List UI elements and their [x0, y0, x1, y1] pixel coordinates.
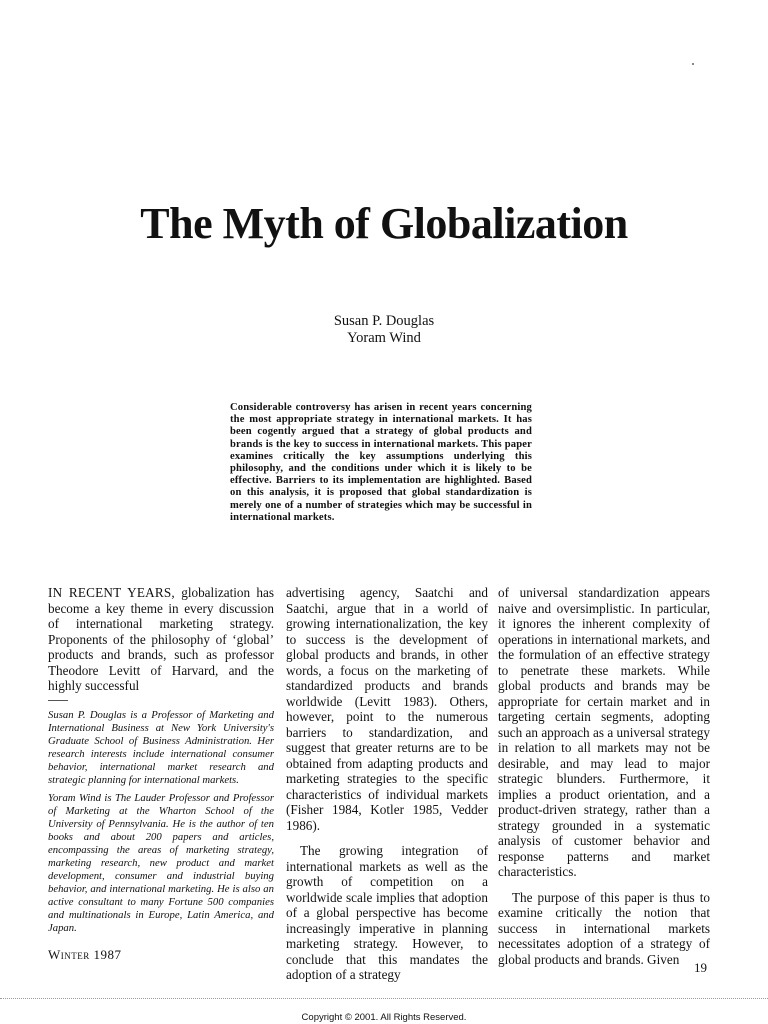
scan-border	[0, 998, 768, 999]
body-paragraph: of universal standardization appears naive and oversimplistic. In particular, it ignores the inherent complexity of operations in international markets, and the formulation of an effective strategy to penetrate these markets. While global products and brands may be appropriate for certain market and in targeting certain segments, adopting such an approach as a universal strategy in relation to all markets may not be desirable, and may lead to major strategic blunders. Furthermore, it implies a product orientation, and a product-driven strategy, rather than a strategy grounded in a systematic analysis of customer behavior and response patterns and market characteristics.	[498, 585, 710, 879]
body-paragraph: The purpose of this paper is thus to examine critically the notion that success in international markets necessitates adoption of a strategy of global products and brands. Given	[498, 889, 710, 967]
body-column-1	[48, 585, 274, 694]
copyright-notice: Copyright © 2001. All Rights Reserved.	[301, 1012, 467, 1023]
author-bio: Yoram Wind is The Lauder Professor and Professor of Marketing at the Wharton School of the University of Pennsylvania. He is the author of ten books and about 200 papers and articles, encompassing the areas of marketing strategy, marketing research, new product and market development, consumer and industrial buying behavior, and international marketing. He is also an active consultant to many Fortune 500 companies and multinationals in Europe, Latin America, and Japan.	[48, 792, 274, 934]
author-bio: Susan P. Douglas is a Professor of Marketing and International Business at New York University's Graduate School of Business Administration. Her research interests include international consumer behavior, international market research and strategic planning for international markets.	[48, 709, 274, 786]
author-name: Yoram Wind	[347, 330, 421, 346]
author-list	[0, 313, 768, 347]
author-name: Susan P. Douglas	[333, 313, 435, 329]
footnote-rule	[48, 700, 68, 701]
abstract: Considerable controversy has arisen in recent years concerning the most appropriate strategy in international markets. It has been cogently argued that a strategy of global products and brands is the key to success in international markets. This paper examines critically the key assumptions underlying this philosophy, and the conditions under which it is likely to be effective. Barriers to its implementation are highlighted. Based on this analysis, it is proposed that global standardization is merely one of a number of strategies which may be successful in international markets.	[230, 402, 532, 523]
issue-season: Winter 1987	[48, 947, 122, 962]
article-title: The Myth of Globalization	[140, 199, 628, 248]
lead-in: IN RECENT YEARS,	[48, 585, 175, 600]
body-paragraph: advertising agency, Saatchi and Saatchi, argue that in a world of growing internationalization, the key to success is the development of global products and brands, in other words, a focus on the marketing of standardized products and brands worldwide (Levitt 1983). Others, however, point to the numerous barriers to standardization, and suggest that greater returns are to be obtained from adapting products and marketing strategies to the specific characteristics of individual markets (Fisher 1984, Kotler 1985, Vedder 1986).	[286, 585, 488, 833]
body-text: globalization has become a key theme in every discussion of international marketing strategy. Proponents of the philosophy of ‘global’ products and brands, such as professor Theodore Levitt of Harvard, and the highly successful	[48, 585, 275, 693]
page-number: 19	[694, 960, 707, 975]
body-paragraph: The growing integration of international markets as well as the growth of competition on a worldwide scale implies that adoption of a global perspective has become increasingly imperative in planning marketing strategy. However, to conclude that this mandates the adoption of a strategy	[286, 843, 488, 982]
author-bios	[48, 709, 274, 934]
body-paragraph	[48, 585, 274, 694]
scan-mark	[692, 63, 694, 65]
body-column-2	[286, 585, 488, 983]
body-column-3	[498, 585, 710, 967]
